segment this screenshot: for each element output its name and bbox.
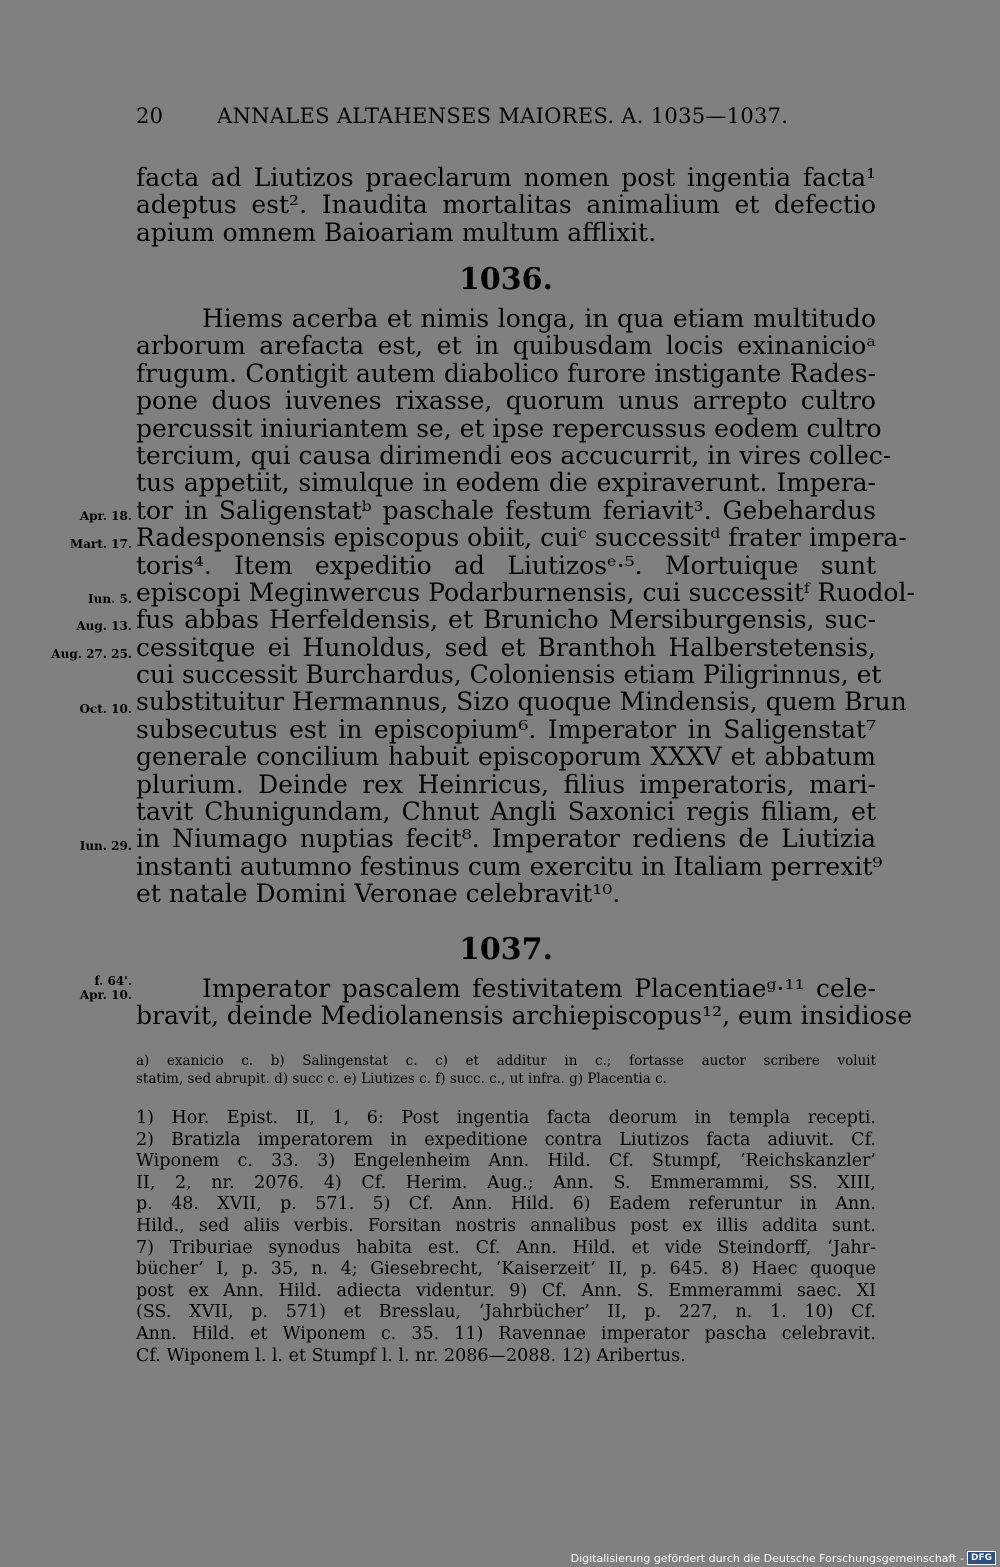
year-heading-1036: 1036.	[459, 262, 553, 297]
text-line: bravit, deinde Mediolanensis archiepiscopus¹², eum insidiose	[136, 1001, 913, 1031]
text-line: subsecutus est in episcopium⁶. Imperator in Saligenstat⁷	[136, 714, 876, 744]
footnote-line: Cf. Wiponem l. l. et Stumpf l. l. nr. 2086—2088. 12) Aribertus.	[136, 1345, 686, 1366]
note-line: a) exanicio c. b) Salingenstat c. c) et additur in c.; fortasse auctor scribere voluit	[136, 1053, 876, 1069]
margin-date: Aug. 13.	[76, 619, 132, 633]
footnote-line: 2) Bratizla imperatorem in expeditione contra Liutizos facta adiuvit. Cf.	[136, 1129, 876, 1150]
text-line: fus abbas Herfeldensis, et Brunicho Mersiburgensis, suc-	[136, 605, 876, 635]
margin-folio: f. 64'.	[94, 974, 132, 988]
text-line: tavit Chunigundam, Chnut Angli Saxonici regis filiam, et	[136, 797, 876, 827]
text-line: arborum arefacta est, et in quibusdam locis exinanicioᵃ	[136, 331, 876, 361]
text-line: tor in Saligenstatᵇ paschale festum feriavit³. Gebehardus	[136, 495, 876, 525]
text-line: Imperator pascalem festivitatem Placentiaeᵍ·¹¹ cele-	[202, 974, 876, 1003]
text-line: tercium, qui causa dirimendi eos accucurrit, in vires collec-	[136, 440, 892, 470]
year-heading-1037: 1037.	[459, 932, 553, 967]
paragraph-1037	[136, 974, 913, 1031]
text-line: cessitque ei Hunoldus, sed et Branthoh Halberstetensis,	[136, 632, 876, 662]
footnote-line: II, 2, nr. 2076. 4) Cf. Herim. Aug.; Ann. S. Emmerammi, SS. XIII,	[136, 1172, 876, 1193]
footnote-line: post ex Ann. Hild. adiecta videntur. 9) Cf. Ann. S. Emmerammi saec. XI	[136, 1280, 876, 1301]
margin-date: Mart. 17.	[69, 537, 132, 551]
footnote-line: (SS. XVII, p. 571) et Bresslau, ‘Jahrbücher’ II, p. 227, n. 1. 10) Cf.	[136, 1302, 876, 1323]
text-line: Hiems acerba et nimis longa, in qua etiam multitudo	[202, 304, 876, 333]
text-line: in Niumago nuptias fecit⁸. Imperator rediens de Liutizia	[136, 824, 876, 854]
text-line: facta ad Liutizos praeclarum nomen post ingentia facta¹	[136, 163, 876, 192]
footnotes	[136, 1108, 876, 1367]
text-line: generale concilium habuit episcoporum XXXV et abbatum	[136, 742, 876, 772]
text-line: pone duos iuvenes rixasse, quorum unus arrepto cultro	[136, 386, 876, 416]
text-line: instanti autumno festinus cum exercitu in Italiam perrexit⁹	[136, 851, 883, 881]
margin-date: Oct. 10.	[79, 702, 132, 716]
paragraph-1036	[136, 304, 915, 909]
footnote-line: Wiponem c. 33. 3) Engelenheim Ann. Hild. Cf. Stumpf, ‘Reichskanzler’	[136, 1151, 876, 1172]
text-line: apium omnem Baioariam multum afflixit.	[136, 217, 657, 247]
footnote-line: Hild., sed aliis verbis. Forsitan nostris annalibus post ex illis addita sunt.	[136, 1215, 876, 1236]
footnote-line: Ann. Hild. et Wiponem c. 35. 11) Ravennae imperator pascha celebravit.	[136, 1323, 876, 1344]
text-line: plurium. Deinde rex Heinricus, filius imperatoris, mari-	[136, 769, 876, 799]
running-title: ANNALES ALTAHENSES MAIORES. A. 1035—1037.	[217, 104, 789, 128]
text-line: Radesponensis episcopus obiit, cuiᶜ successitᵈ frater impera-	[136, 523, 907, 553]
text-line: cui successit Burchardus, Coloniensis etiam Piligrinnus, et	[136, 660, 882, 690]
margin-date: Aug. 27. 25.	[51, 647, 132, 661]
text-line: episcopi Meginwercus Podarburnensis, cui successitᶠ Ruodol-	[136, 577, 915, 607]
footnote-line: 7) Triburiae synodus habita est. Cf. Ann. Hild. et vide Steindorff, ‘Jahr-	[136, 1237, 876, 1258]
dfg-logo: DFG	[967, 1551, 996, 1565]
intro-paragraph	[136, 164, 876, 246]
footnote-line: bücher’ I, p. 35, n. 4; Giesebrecht, ‘Kaiserzeit’ II, p. 645. 8) Haec quoque	[136, 1259, 876, 1280]
page-number: 20	[136, 104, 164, 128]
margin-date: Apr. 10.	[79, 988, 132, 1002]
critical-apparatus	[136, 1052, 876, 1088]
text-line: tus appetiit, simulque in eodem die expiraverunt. Impera-	[136, 468, 876, 498]
text-line: frugum. Contigit autem diabolico furore instigante Rades-	[136, 358, 876, 388]
text-line: substituitur Hermannus, Sizo quoque Mindensis, quem Brun	[136, 687, 907, 717]
credit-text: Digitalisierung gefördert durch die Deutsche Forschungsgemeinschaft -	[570, 1551, 964, 1565]
text-line: adeptus est². Inaudita mortalitas animalium et defectio	[136, 190, 876, 220]
margin-date: Iun. 5.	[88, 592, 132, 606]
text-line: et natale Domini Veronae celebravit¹⁰.	[136, 879, 621, 909]
note-line: statim, sed abrupit. d) succ c. e) Liutizes c. f) succ. c., ut infra. g) Placentia c.	[136, 1071, 667, 1087]
footnote-line: 1) Hor. Epist. II, 1, 6: Post ingentia facta deorum in templa recepti.	[136, 1108, 876, 1128]
footnote-line: p. 48. XVII, p. 571. 5) Cf. Ann. Hild. 6) Eadem referuntur in Ann.	[136, 1194, 876, 1215]
margin-date: Iun. 29.	[79, 839, 132, 853]
margin-date: Apr. 18.	[79, 509, 132, 523]
text-line: toris⁴. Item expeditio ad Liutizosᵉ·⁵. Mortuique sunt	[136, 550, 876, 580]
digitization-credit	[571, 1551, 996, 1565]
text-line: percussit iniuriantem se, et ipse repercussus eodem cultro	[136, 413, 882, 443]
